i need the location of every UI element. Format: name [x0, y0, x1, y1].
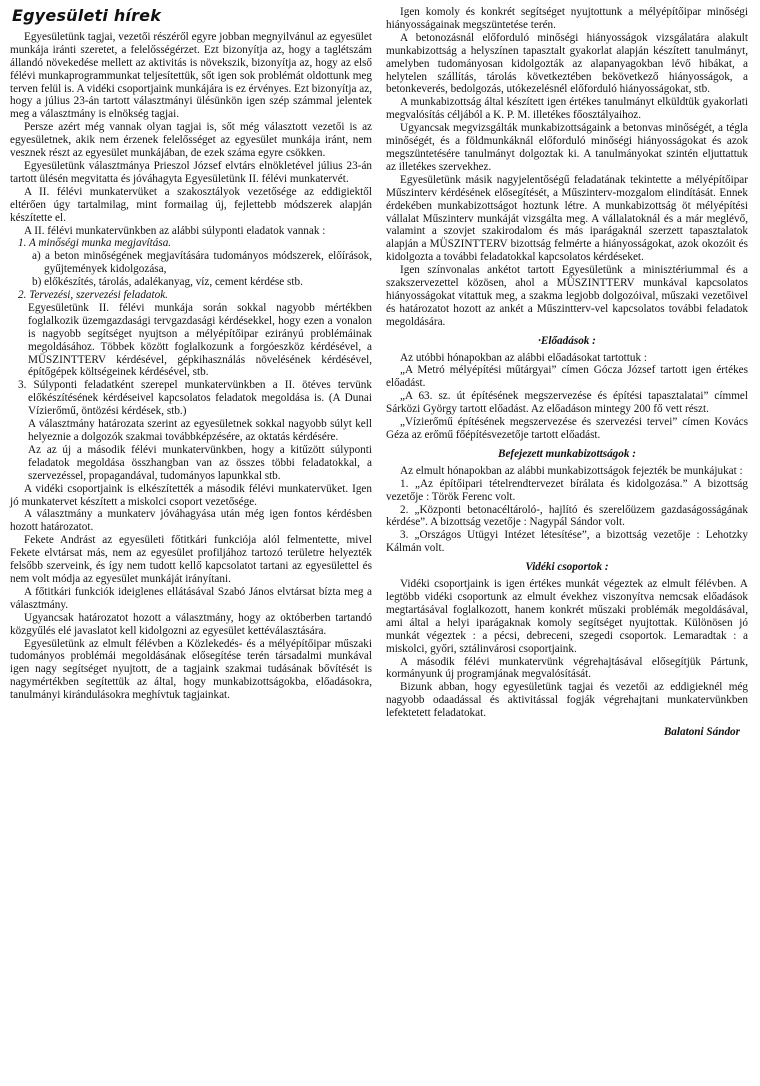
- list-item: b) előkészítés, tárolás, adalékanyag, víz, cement kérdése stb.: [32, 276, 303, 289]
- paragraph: A vidéki csoportjaink is elkészítették a második félévi munkatervüket. Igen jó munkatervet készített a miskolci csoport vezetősége.: [10, 482, 372, 508]
- left-column: [10, 6, 372, 1086]
- paragraph: Persze azért még vannak olyan tagjai is, sőt még választott vezetői is az egyesületnek, akik nem érzenek felelősséget az egyesület munkája iránt, nem vesznek részt az egyesület munkájában, de ezek száma egyre csökken.: [10, 121, 372, 160]
- paragraph: Vidéki csoportjaink is igen értékes munkát végeztek az elmult félévben. A legtöbb vidéki csoportunk az elmult évekhez viszonyítva nemcsak előadások megtartásával foglalkozott, hanem konkrét műszaki problémák megoldásával, ami által a helyi iparágaknak komoly segítséget nyujtottak. Különösen jó munkát végeztek : a pécsi, debreceni, szegedi csoportok. Lemaradtak : a miskolci, győri, sztálinvárosi csoportjaink.: [386, 578, 748, 655]
- paragraph: A második félévi munkatervünk végrehajtásával elősegítjük Pártunk, kormányunk új programjának megvalósítását.: [386, 655, 748, 681]
- paragraph: Egyesületünk választmánya Prieszol József elvtárs elnökletével július 23-án tartott ülésén megvitatta és jóváhagyta Egyesületünk II. félévi munkatervét.: [10, 159, 372, 185]
- section-heading-lectures: ·Előadások :: [538, 334, 596, 347]
- paragraph: Egyesületünk az elmult félévben a Közlekedés- és a mélyépítőipar műszaki tudományos problémái megoldásának elősegítése terén társadalmi munkával igen nagy segítséget nyujtott, de a tagjaink szakmai tudásának bővítését is nagymértékben segítettük az által, hogy munkabizottságokba, előadásokra, tanulmányi kirándulásokra meghívtuk tagjainkat.: [10, 637, 372, 702]
- list-item: 3. Súlyponti feladatként szerepel munkatervünkben a II. ötéves tervünk előkészítésének kérdéseivel kapcsolatos feladatok megoldása is. (A Dunai Vízierőmű, öntözési kérdések, stb.): [18, 379, 372, 418]
- article-title: Egyesületi hírek: [12, 6, 162, 25]
- paragraph: Ugyancsak megvizsgálták munkabizottságaink a betonvas minőségét, a tégla minőségét, és a földmunkáknál előforduló minőségi hiányosságokat és azok megszüntetésére tanulmányt dolgoztak ki. A tanulmányokat szintén eljuttattuk az illetékes szervekhez.: [386, 122, 748, 173]
- paragraph: Fekete Andrást az egyesületi főtitkári funkciója alól felmentette, mivel Fekete elvtársat más, nem az egyesület profiljához tartozó területre helyezték felsőbb szerveink, és így nem tudott kellő kapcsolatot tartani az egyesülettel és nem volt módja az egyesület munkáját irányítani.: [10, 534, 372, 585]
- paragraph: Az utóbbi hónapokban az alábbi előadásokat tartottuk :: [400, 351, 647, 364]
- list-item: 1. „Az építőipari tételrendtervezet bírálata és kidolgozása.” A bizottság vezetője : Török Ferenc volt.: [386, 477, 748, 503]
- paragraph: A II. félévi munkatervüket a szakosztályok vezetősége az eddigiektől eltérően úgy tartalmilag, mint formailag új, fejlettebb módszerek alapján készítette el.: [10, 185, 372, 224]
- paragraph: Az elmult hónapokban az alábbi munkabizottságok fejezték be munkájukat :: [400, 464, 743, 477]
- list-item-body: Egyesületünk II. félévi munkája során sokkal nagyobb mértékben foglalkozik üzemgazdasági tervgazdasági kérdésekkel, hogy ezen a vonalon is nagyobb segítséget nyujtson a mélyépítőipar ezirányú problémáinak megoldásához. Többek között foglalkozunk a forgóeszköz kérdésével, a MÜSZINTTERV kérdésével, gépkihasználás növelésének kérdésével, építőgépek költségeinek kérdésével, stb.: [28, 301, 372, 379]
- list-item: a) a beton minőségének megjavítására tudományos módszerek, előírások, gyűjtemények kidolgozása,: [32, 250, 372, 276]
- paragraph: A betonozásnál előforduló minőségi hiányosságok vizsgálatára alakult munkabizottság a helyszínen tapasztalt gyakorlat alapján készített tanulmányt, amelyben tudományosan kidolgozták az alapanyagokban lévő hibákat, a helytelen szállítás, tárolás következtében bekövetkező hiányosságok, a betonkeverés, bedolgozás, utókezelésnél előforduló hiányosságokat, stb.: [386, 31, 748, 96]
- list-item: 3. „Országos Utügyi Intézet létesítése”, a bizottság vezetője : Lehotzky Kálmán volt.: [386, 529, 748, 555]
- list-item: 2. „Központi betonacéltároló-, hajlító és szerelőüzem gazdaságosságának kérdése”. A bizottság vezetője : Nagypál Sándor volt.: [386, 503, 748, 529]
- paragraph: „A 63. sz. út építésének megszervezése és építési tapasztalatai” címmel Sárközi György tartott előadást. Az előadáson mintegy 200 fő vett részt.: [386, 390, 748, 416]
- list-item-body: Az az új a második félévi munkatervünkben, hogy a kitűzött súlyponti feladatok megoldása összhangban van az összes többi feladatokkal, a szervezéssel, propagandával, tudományos lapunkkal stb.: [28, 443, 372, 482]
- paragraph: A munkabizottság által készített igen értékes tanulmányt elküldtük gyakorlati megvalósítás céljából a K. P. M. illetékes főosztályaihoz.: [386, 96, 748, 122]
- paragraph: Igen komoly és konkrét segítséget nyujtottunk a mélyépítőipar minőségi hiányosságainak megszüntetése terén.: [386, 6, 748, 31]
- section-heading-regional-groups: Vidéki csoportok :: [525, 561, 609, 574]
- paragraph: Egyesületünk tagjai, vezetői részéről egyre jobban megnyilvánul az egyesület munkája iránti szeretet, a felelősségérzet. Ezt bizonyítja az, hogy a taglétszám állandó növekedése mellett az aktivitás is növekszik, bizonyítja az, hogy az első félévi munkaprogrammunkat teljesítettük, sőt igen sok problémát oldottunk meg terven felül is. A vidéki csoportjaink munkájára is ez érvényes. Ezt bizonyítja az, hogy a július 23-án tartott választmányi ülésünkön igen szép számmal jelentek meg a választmány is elnökség tagjai.: [10, 30, 372, 121]
- paragraph: A főtitkári funkciók ideiglenes ellátásával Szabó János elvtársat bízta meg a választmány.: [10, 585, 372, 611]
- author-signature: Balatoni Sándor: [663, 726, 740, 739]
- paragraph: Bizunk abban, hogy egyesületünk tagjai és vezetői az eddigieknél még nagyobb odaadással és aktivitással fogják végrehajtani munkatervünkben lefektetett feladatokat.: [386, 681, 748, 720]
- list-item: 2. Tervezési, szervezési feladatok.: [18, 289, 168, 302]
- list-item-body: A választmány határozata szerint az egyesületnek sokkal nagyobb súlyt kell helyeznie a dolgozók szakmai továbbképzésére, az oktatás kérdésére.: [28, 418, 372, 443]
- paragraph: A választmány a munkaterv jóváhagyása után még igen fontos kérdésben hozott határozatot.: [10, 508, 372, 534]
- paragraph: Igen színvonalas ankétot tartott Egyesületünk a minisztériummal és a szakszervezettel közösen, ahol a MÜSZINTTERV munkával kapcsolatos hiányosságokat vitattuk meg, a szakma legjobb dolgozóival, műszaki vezetőivel és határozatot hozott az ankét a Műszintterv-vel kapcsolatos további feladatok megoldására.: [386, 264, 748, 328]
- paragraph: Ugyancsak határozatot hozott a választmány, hogy az októberben tartandó közgyűlés elé javaslatot kell kidolgozni az egyesület kettéválasztására.: [10, 611, 372, 637]
- list-item: 1. A minőségi munka megjavítása.: [18, 237, 172, 250]
- paragraph: „A Metró mélyépítési műtárgyai” címen Gócza József tartott igen értékes előadást.: [386, 364, 748, 390]
- paragraph: „Vízierőmű építésének megszervezése és szervezési tervei” címen Kovács Géza az erőmű főépítésvezetője tartott előadást.: [386, 416, 748, 441]
- paragraph: Egyesületünk másik nagyjelentőségű feladatának tekintette a mélyépítőipar Műszinterv kérdésének elősegítését, a Műszinterv-mozgalom elindítását. Ennek érdekében munkabizottságot hoztunk létre. A munkabizottság öt mélyépítési vállalat Műszinterv munkáját vizsgálta meg. A vállalatoknál és a már meglévő, valamint a szovjet szakirodalom és más iparágaknál szerzett tapasztalatok alapján a MÜSZINTTERV bizottság felmérte a hiányosságokat, azok okozóit és kidolgozta a további feladatokkal kapcsolatos kérdéseket.: [386, 173, 748, 264]
- paragraph: A II. félévi munkatervünkben az alábbi súlyponti eladatok vannak :: [24, 224, 326, 237]
- right-column: [386, 6, 748, 1086]
- section-heading-committees: Befejezett munkabizottságok :: [498, 447, 636, 460]
